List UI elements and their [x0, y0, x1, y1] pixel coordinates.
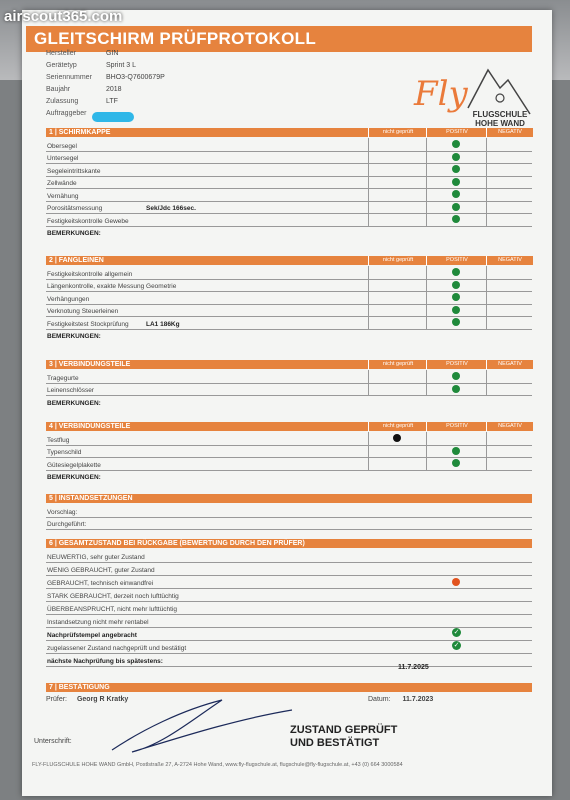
section-title: 2 | FANGLEINEN — [49, 257, 104, 264]
status-dot — [452, 578, 460, 586]
check-row: Vorschlag: — [46, 504, 532, 518]
info-model: Gerätetyp Sprint 3 L — [46, 62, 136, 69]
status-dot — [452, 459, 460, 467]
check-row: Zellwände — [46, 176, 532, 190]
col-header-nicht: nicht geprüft — [368, 360, 427, 369]
check-row: ÜBERBEANSPRUCHT, nicht mehr lufttüchtig — [46, 601, 532, 615]
footer: FLY-FLUGSCHULE HOHE WAND GmbH, Postlstraße 27, A-2724 Hohe Wand, www.fly-flugschule.at, flugschule@fly-flugschule.at, +43 (0) 664 3000584 — [32, 762, 403, 768]
redaction-blot — [92, 112, 134, 122]
col-header-nicht: nicht geprüft — [368, 128, 427, 137]
check-row: Durchgeführt: — [46, 517, 532, 531]
check-row: Untersegel — [46, 151, 532, 165]
check-row: Gütesiegelplakette — [46, 457, 532, 471]
inspection-protocol-sheet: GLEITSCHIRM PRÜFPROTOKOLL Hersteller GIN Gerätetyp Sprint 3 L Seriennummer BHO3-Q7600679P Baujahr 2018 Zulassung LTF Auftraggeber Fly FLUGSCHULE HOHE WAND 1 | SCHIRMKAPPE nicht geprüft POSITIV NEGATIV Obersegel Untersegel Segeleintrittskante Zellwände Vernähung Porositätsmessung Sek/Jdc 166sec. Festigkeitskontrolle Gewebe BEMERKUNGEN: 2 | FANGLEINEN nicht geprüft POSITIV NEGATIV Festigkeitskontrolle allgemein Längenkontrolle, exakte Messung Geometrie Verhängungen Verknotung Steuerleinen Festigkeitstest Stockprüfung LA1 186Kg BEMERKUNGEN: 3 | VERBINDUNGSTEILE nicht geprüft POSITIV NEGATIV Tragegurte Leinenschlösser BEMERKUNGEN: 4 | VERBINDUNGSTEILE nicht geprüft POSITIV NEGATIV Testflug Typenschild Gütesiegelplakette BEMERKUNGEN: 5 | INSTANDSETZUNGEN Vorschlag: Durchgeführt: 6 | GESAMTZUSTAND BEI RÜCKGABE (BEWERTUNG DURCH DEN PRÜFER) NEUWERTIG, sehr guter Zustand WENIG GEBRAUCHT, guter Zustand GEBRAUCHT, technisch einwandfrei STARK GEBRAUCHT, derzeit noch lufttüchtig ÜBERBEANSPRUCHT, nicht mehr lufttüchtig Instandsetzung nicht mehr rentabel Nachprüfstempel angebracht ✓ zugelassener Zustand nachgeprüft und bestätigt ✓ nächste Nachprüfung bis spätestens: 11.7.2025 7 | BESTÄTIGUNG Prüfer: Georg R Kratky Datum: 11.7.2023 Unterschrift: ZUSTAND GEPRÜFT UND BESTÄTIGT FLY-FLUGSCHULE HOHE WAND GmbH, Postlstraße 27, A-2724 Hohe Wand, www.fly-flugschule.at, flugschule@fly-flugschule.at, +43 (0) 664 3000584 — [22, 10, 552, 796]
info-approval: Zulassung LTF — [46, 98, 118, 105]
col-header-pos: POSITIV — [426, 422, 487, 431]
status-dot — [452, 318, 460, 326]
col-header-neg: NEGATIV — [486, 422, 533, 431]
approval-stamp: ZUSTAND GEPRÜFT UND BESTÄTIGT — [290, 724, 398, 749]
check-mark-icon: ✓ — [453, 642, 460, 649]
status-dot — [452, 153, 460, 161]
check-row: WENIG GEBRAUCHT, guter Zustand — [46, 562, 532, 576]
status-dot — [393, 434, 401, 442]
check-row: STARK GEBRAUCHT, derzeit noch lufttüchtig — [46, 588, 532, 602]
info-year: Baujahr 2018 — [46, 86, 122, 93]
status-dot — [452, 447, 460, 455]
s5-header — [46, 494, 532, 503]
s6-header — [46, 539, 532, 548]
check-row: Verknotung Steuerleinen — [46, 304, 532, 318]
s2-header — [46, 256, 532, 265]
check-row: Obersegel — [46, 138, 532, 152]
status-dot — [452, 215, 460, 223]
status-dot — [452, 140, 460, 148]
check-row: zugelassener Zustand nachgeprüft und bestätigt ✓ — [46, 640, 532, 654]
col-header-neg: NEGATIV — [486, 128, 533, 137]
check-row: nächste Nachprüfung bis spätestens: — [46, 653, 532, 667]
col-header-neg: NEGATIV — [486, 360, 533, 369]
section-title: 6 | GESAMTZUSTAND BEI RÜCKGABE (BEWERTUNG DURCH DEN PRÜFER) — [49, 540, 305, 547]
check-row: Längenkontrolle, exakte Messung Geometrie — [46, 279, 532, 293]
status-dot — [452, 165, 460, 173]
status-dot — [452, 178, 460, 186]
check-row: Verhängungen — [46, 291, 532, 305]
status-dot — [452, 281, 460, 289]
info-manufacturer: Hersteller GIN — [46, 50, 119, 57]
check-row: Segeleintrittskante — [46, 163, 532, 177]
status-dot — [452, 190, 460, 198]
check-row: Festigkeitstest Stockprüfung LA1 186Kg — [46, 316, 532, 330]
check-row: NEUWERTIG, sehr guter Zustand — [46, 549, 532, 563]
col-header-pos: POSITIV — [426, 256, 487, 265]
section-title: 3 | VERBINDUNGSTEILE — [49, 361, 131, 368]
status-dot — [452, 203, 460, 211]
status-dot — [452, 385, 460, 393]
check-mark-icon: ✓ — [453, 629, 460, 636]
check-row: GEBRAUCHT, technisch einwandfrei — [46, 575, 532, 589]
next-inspection-date: 11.7.2025 — [398, 664, 429, 671]
check-row: Instandsetzung nicht mehr rentabel — [46, 614, 532, 628]
s1-header — [46, 128, 532, 137]
remarks-row: BEMERKUNGEN: — [47, 399, 101, 407]
check-row: Testflug — [46, 432, 532, 446]
signature-label: Unterschrift: — [34, 738, 72, 745]
section-title: 1 | SCHIRMKAPPE — [49, 129, 111, 136]
status-dot — [452, 372, 460, 380]
check-row: Porositätsmessung Sek/Jdc 166sec. — [46, 201, 532, 215]
check-row: Nachprüfstempel angebracht ✓ — [46, 627, 532, 641]
check-row: Leinenschlösser — [46, 383, 532, 397]
watermark: airscout365.com — [4, 8, 123, 25]
status-dot — [452, 293, 460, 301]
s3-header — [46, 360, 532, 369]
info-client: Auftraggeber — [46, 110, 87, 117]
col-header-nicht: nicht geprüft — [368, 422, 427, 431]
status-dot — [452, 268, 460, 276]
fly-logo: Fly FLUGSCHULE HOHE WAND — [414, 58, 532, 138]
check-row: Vernähung — [46, 188, 532, 202]
signature-scribble — [102, 690, 302, 760]
page-title: GLEITSCHIRM PRÜFPROTOKOLL — [34, 29, 317, 48]
remarks-row: BEMERKUNGEN: — [47, 333, 101, 340]
col-header-pos: POSITIV — [426, 128, 487, 137]
col-header-pos: POSITIV — [426, 360, 487, 369]
info-serial: Seriennummer BHO3-Q7600679P — [46, 74, 165, 81]
col-header-nicht: nicht geprüft — [368, 256, 427, 265]
title-bar — [26, 26, 532, 52]
status-dot — [452, 306, 460, 314]
check-row: Tragegurte — [46, 370, 532, 384]
check-row: Typenschild — [46, 445, 532, 459]
section-title: 4 | VERBINDUNGSTEILE — [49, 423, 131, 430]
remarks-row: BEMERKUNGEN: — [47, 474, 101, 481]
s4-header — [46, 422, 532, 431]
check-row: Festigkeitskontrolle allgemein — [46, 266, 532, 280]
col-header-neg: NEGATIV — [486, 256, 533, 265]
check-row: Festigkeitskontrolle Gewebe — [46, 213, 532, 227]
remarks-row: BEMERKUNGEN: — [47, 230, 101, 237]
section-title: 5 | INSTANDSETZUNGEN — [49, 495, 133, 502]
section-title: 7 | BESTÄTIGUNG — [49, 684, 110, 691]
